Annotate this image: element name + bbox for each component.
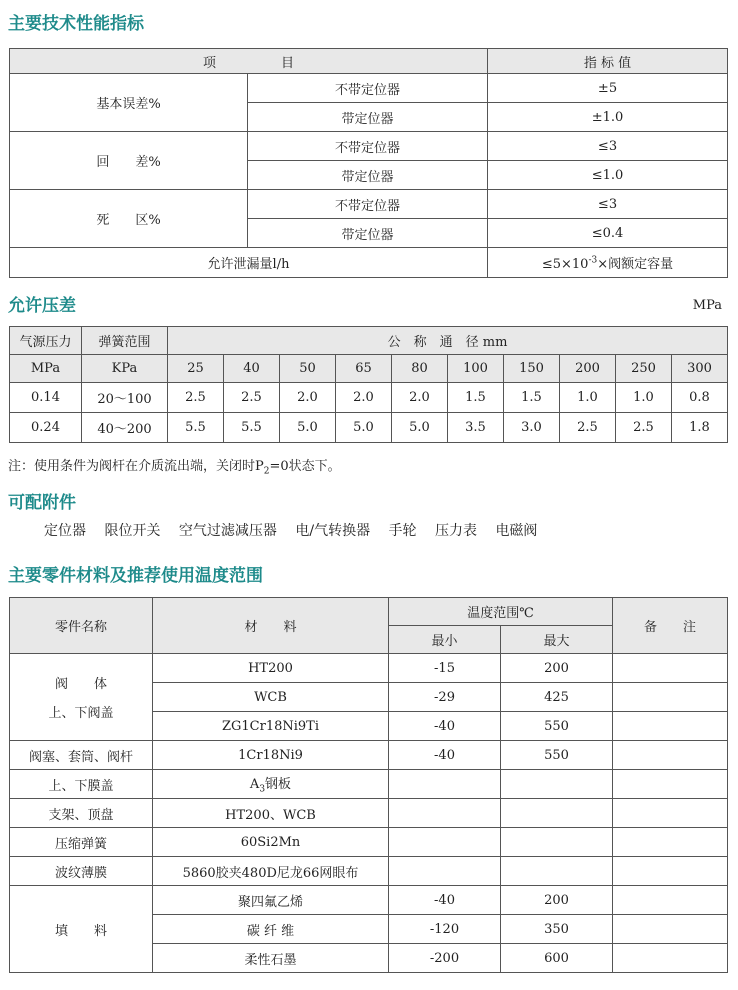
- dn-cell: 150: [504, 355, 560, 383]
- cell: 200: [501, 654, 613, 683]
- cell: 不带定位器: [248, 132, 488, 161]
- cell: 5.0: [392, 413, 448, 443]
- leakage-value: [488, 248, 728, 278]
- cell: [613, 915, 728, 944]
- cell: 聚四氟乙烯: [153, 886, 389, 915]
- cell: 1.8: [672, 413, 728, 443]
- dn-cell: 200: [560, 355, 616, 383]
- cell: [613, 741, 728, 770]
- part-packing: 填 料: [10, 886, 153, 973]
- perf-title: 主要技术性能指标: [8, 14, 144, 34]
- table-row: [10, 355, 728, 383]
- cell: [613, 654, 728, 683]
- cell: 2.5: [616, 413, 672, 443]
- cell: 压缩弹簧: [10, 828, 153, 857]
- dn-cell: 80: [392, 355, 448, 383]
- list-item: 电/气转换器: [295, 523, 371, 539]
- cell: 2.5: [168, 383, 224, 413]
- cell: 40～200: [82, 413, 168, 443]
- header-item: 项 目: [10, 49, 488, 74]
- cell: 350: [501, 915, 613, 944]
- cell: HT200: [153, 654, 389, 683]
- leakage-exponent: -3: [588, 255, 598, 266]
- material-table: [9, 597, 728, 973]
- cell: 1.0: [616, 383, 672, 413]
- cell: 5.5: [168, 413, 224, 443]
- cell: 带定位器: [248, 161, 488, 190]
- cell: 3.5: [448, 413, 504, 443]
- cell: -40: [389, 886, 501, 915]
- header-note: 备 注: [613, 598, 728, 654]
- table-row: [10, 886, 728, 915]
- part-body: [10, 654, 153, 741]
- dn-cell: 25: [168, 355, 224, 383]
- cell: 2.5: [560, 413, 616, 443]
- cell: 1.5: [448, 383, 504, 413]
- cell: [613, 886, 728, 915]
- perf-table: [9, 48, 728, 278]
- cell: ±1.0: [488, 103, 728, 132]
- header-max: 最大: [501, 626, 613, 654]
- cell: 1.0: [560, 383, 616, 413]
- cell: 1.5: [504, 383, 560, 413]
- cell: 5.0: [336, 413, 392, 443]
- dn-cell: 50: [280, 355, 336, 383]
- cell: 550: [501, 741, 613, 770]
- dp-note: [8, 457, 341, 482]
- cell: 600: [501, 944, 613, 973]
- cell: 2.0: [392, 383, 448, 413]
- cell: WCB: [153, 683, 389, 712]
- cell: 带定位器: [248, 219, 488, 248]
- cell: 5.5: [224, 413, 280, 443]
- cell: -29: [389, 683, 501, 712]
- dn-cell: 250: [616, 355, 672, 383]
- cell: -200: [389, 944, 501, 973]
- cell: 1Cr18Ni9: [153, 741, 389, 770]
- header-dn: 公 称 通 径 mm: [168, 327, 728, 355]
- cell: 200: [501, 886, 613, 915]
- cell: [501, 828, 613, 857]
- part-body-line2: 上、下阀盖: [48, 706, 114, 721]
- header-spring: 弹簧范围: [82, 327, 168, 355]
- note-b: =0状态下。: [269, 459, 341, 474]
- header-temp: 温度范围℃: [389, 598, 613, 626]
- table-row: [10, 654, 728, 683]
- material-b: 钢板: [265, 777, 292, 793]
- cell: 不带定位器: [248, 190, 488, 219]
- cell: ≤3: [488, 132, 728, 161]
- cell: HT200、WCB: [153, 799, 389, 828]
- table-row: [10, 132, 728, 161]
- cell: [501, 857, 613, 886]
- material-a: A: [249, 777, 260, 793]
- header-part: 零件名称: [10, 598, 153, 654]
- header-spring-unit: KPa: [82, 355, 168, 383]
- header-value: 指 标 值: [488, 49, 728, 74]
- leakage-value-b: ×阀额定容量: [597, 257, 674, 272]
- cell: ZG1Cr18Ni9Ti: [153, 712, 389, 741]
- cell: 2.0: [280, 383, 336, 413]
- list-item: 压力表: [434, 523, 477, 539]
- cell: 不带定位器: [248, 74, 488, 103]
- cell: [613, 828, 728, 857]
- cell: 波纹薄膜: [10, 857, 153, 886]
- mat-title: 主要零件材料及推荐使用温度范围: [8, 566, 263, 586]
- cell: [153, 770, 389, 799]
- cell: 0.14: [10, 383, 82, 413]
- cell: 0.8: [672, 383, 728, 413]
- table-row: [10, 741, 728, 770]
- dn-cell: 100: [448, 355, 504, 383]
- table-row: [10, 327, 728, 355]
- acc-title: 可配附件: [8, 493, 76, 513]
- table-row: [10, 413, 728, 443]
- cell: 支架、顶盘: [10, 799, 153, 828]
- list-item: 手轮: [388, 523, 417, 539]
- cell: [613, 944, 728, 973]
- cell: 550: [501, 712, 613, 741]
- table-row: [10, 190, 728, 219]
- cell: 上、下膜盖: [10, 770, 153, 799]
- list-item: 电磁阀: [495, 523, 538, 539]
- dp-unit: MPa: [692, 298, 722, 313]
- leakage-value-a: ≤5×10: [541, 257, 589, 272]
- table-row: [10, 598, 728, 626]
- note-a: 注：使用条件为阀杆在介质流出端，关闭时P: [8, 459, 264, 474]
- cell: 20～100: [82, 383, 168, 413]
- cell: -40: [389, 741, 501, 770]
- list-item: 限位开关: [104, 523, 161, 539]
- cell: ±5: [488, 74, 728, 103]
- header-min: 最小: [389, 626, 501, 654]
- cell: [389, 828, 501, 857]
- cell: [613, 770, 728, 799]
- table-row: [10, 248, 728, 278]
- group-hysteresis: 回 差%: [10, 132, 248, 190]
- list-item: 空气过滤减压器: [178, 523, 277, 539]
- cell: 3.0: [504, 413, 560, 443]
- cell: 碳 纤 维: [153, 915, 389, 944]
- cell: [613, 799, 728, 828]
- dn-cell: 40: [224, 355, 280, 383]
- cell: [501, 770, 613, 799]
- group-dead-zone: 死 区%: [10, 190, 248, 248]
- cell: 425: [501, 683, 613, 712]
- cell: ≤1.0: [488, 161, 728, 190]
- table-row: [10, 49, 728, 74]
- table-row: [10, 828, 728, 857]
- material-sub: 3: [259, 784, 266, 795]
- header-air: 气源压力: [10, 327, 82, 355]
- dn-cell: 65: [336, 355, 392, 383]
- table-row: [10, 383, 728, 413]
- cell: 2.5: [224, 383, 280, 413]
- cell: -15: [389, 654, 501, 683]
- cell: -120: [389, 915, 501, 944]
- note-sub: 2: [263, 466, 270, 477]
- cell: -40: [389, 712, 501, 741]
- cell: ≤3: [488, 190, 728, 219]
- cell: 阀塞、套筒、阀杆: [10, 741, 153, 770]
- cell: 5.0: [280, 413, 336, 443]
- leakage-label: 允许泄漏量l/h: [10, 248, 488, 278]
- header-air-unit: MPa: [10, 355, 82, 383]
- cell: 0.24: [10, 413, 82, 443]
- cell: [389, 770, 501, 799]
- dn-cell: 300: [672, 355, 728, 383]
- list-item: 定位器: [44, 523, 86, 539]
- cell: [501, 799, 613, 828]
- cell: 5860胶夹480D尼龙66网眼布: [153, 857, 389, 886]
- table-row: [10, 74, 728, 103]
- cell: 带定位器: [248, 103, 488, 132]
- group-basic-error: 基本误差%: [10, 74, 248, 132]
- table-row: [10, 770, 728, 799]
- dp-table: [9, 326, 728, 443]
- cell: 柔性石墨: [153, 944, 389, 973]
- part-body-line1: 阀 体: [54, 677, 107, 692]
- dp-title: 允许压差: [8, 296, 76, 316]
- cell: [613, 683, 728, 712]
- cell: [613, 857, 728, 886]
- cell: [389, 857, 501, 886]
- cell: 2.0: [336, 383, 392, 413]
- header-material: 材 料: [153, 598, 389, 654]
- cell: 60Si2Mn: [153, 828, 389, 857]
- cell: [613, 712, 728, 741]
- table-row: [10, 799, 728, 828]
- table-row: [10, 857, 728, 886]
- accessory-list: [44, 520, 551, 540]
- cell: [389, 799, 501, 828]
- cell: ≤0.4: [488, 219, 728, 248]
